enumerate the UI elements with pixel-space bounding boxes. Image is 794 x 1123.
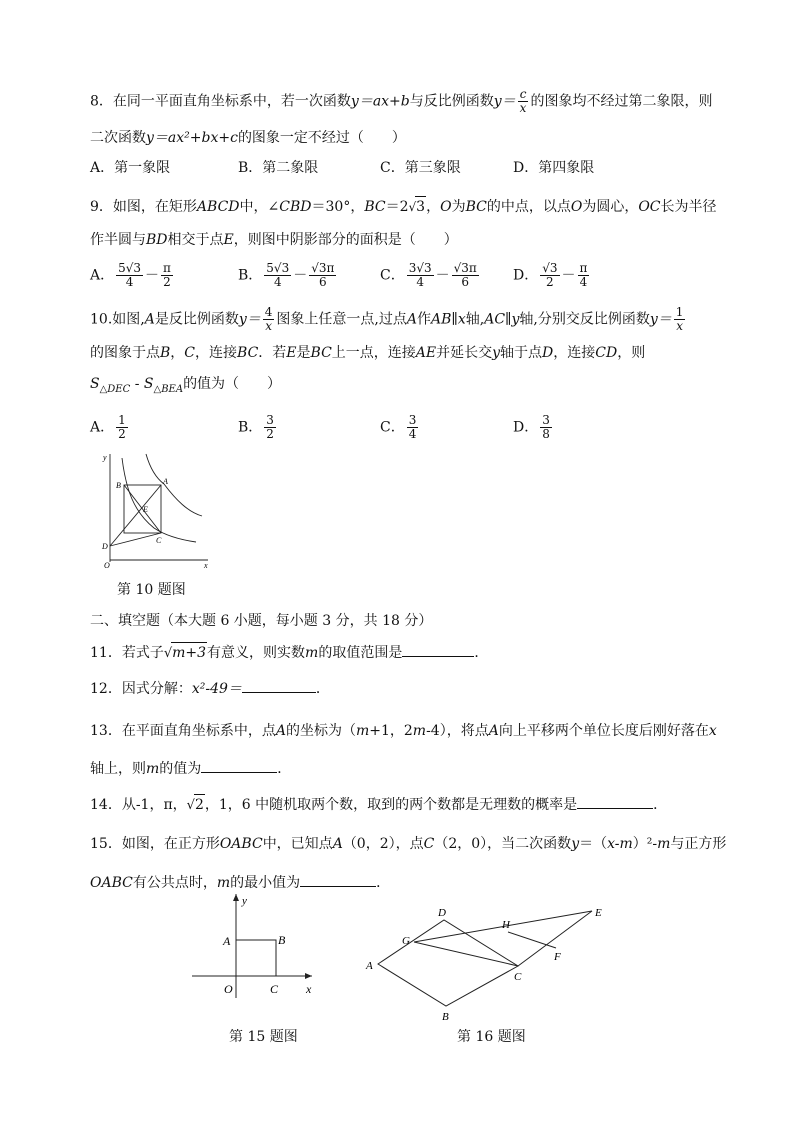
q10-var: BC — [310, 345, 332, 361]
q13-text: 的坐标为（ — [285, 723, 356, 739]
q15-text: 与正方形 — [670, 836, 727, 852]
q15-text: （0，2），点 — [342, 836, 424, 852]
fig-label-x: x — [306, 982, 312, 996]
q13-text: 向上平移两个单位长度后刚好落在 — [498, 723, 709, 739]
curve-1-over-x — [122, 458, 196, 542]
frac-denominator: 6 — [318, 275, 327, 289]
fig-label-d: D — [438, 907, 446, 919]
q8-text: 的图象一定不经过（ ） — [237, 130, 406, 146]
q9-var: O — [570, 199, 583, 215]
q10-text: ， — [170, 345, 185, 361]
frac — [116, 262, 143, 289]
q13-text: 轴上，则 — [90, 761, 146, 777]
q10-option-a — [90, 414, 130, 441]
q8-text: 与反比例函数 — [409, 93, 494, 110]
operator: － — [145, 267, 160, 284]
q15-text: （2，0），当二次函数 — [434, 836, 572, 852]
q12-text: ． — [315, 681, 330, 697]
q13-text: 的值为 — [159, 761, 202, 777]
frac-denominator: 6 — [461, 275, 470, 289]
q9-text: 相交于点 — [167, 232, 224, 248]
frac-numerator: √3π — [311, 261, 335, 275]
q13-answer-blank[interactable] — [201, 758, 277, 773]
frac — [452, 262, 479, 289]
q11-text: 有意义，则实数 — [207, 645, 306, 661]
fig-label-o: O — [104, 561, 110, 568]
q11-line: 11．若式子√m+3有意义，则实数m的取值范围是 ． — [90, 642, 488, 664]
q13-var: x — [708, 723, 717, 739]
fig-label-y: y — [242, 895, 247, 907]
q15-text: ）²- — [632, 836, 658, 852]
q10-var: y＝ — [649, 311, 672, 328]
option-label: A． — [90, 267, 115, 284]
q10-area-subscript: △BEA — [153, 383, 184, 395]
fig-label-c: C — [156, 536, 162, 545]
q12-line — [90, 678, 330, 699]
q10-figure-caption: 第 10 题图 — [117, 582, 186, 598]
q9-option-d — [513, 262, 591, 289]
q15-text: 有公共点时， — [132, 875, 217, 891]
q10-text: 并延长交 — [436, 345, 493, 361]
q10-var: C — [184, 345, 196, 361]
frac — [116, 414, 128, 441]
option-label: D． — [513, 267, 539, 284]
q9-var: O — [440, 199, 452, 215]
frac-numerator: π — [579, 261, 588, 275]
operator: － — [561, 267, 576, 284]
q10-text: 作 — [416, 311, 431, 328]
q14-text: ． — [653, 797, 668, 813]
frac — [309, 262, 336, 289]
q9-var: E — [223, 232, 234, 248]
q10-var: B — [160, 345, 171, 361]
q8-c-over-x — [518, 88, 529, 115]
q9-text: ， — [426, 199, 441, 215]
q10-var: y — [492, 345, 501, 361]
q9-text: ＝2 — [385, 199, 409, 215]
q14-answer-blank[interactable] — [577, 794, 653, 809]
q8-inverse-y: y＝ — [493, 93, 516, 110]
q10-text: 轴于点 — [500, 345, 543, 361]
frac — [578, 262, 590, 289]
operator: - — [130, 376, 144, 392]
frac-denominator: 4 — [579, 275, 588, 289]
y-axis-arrow — [233, 894, 239, 901]
frac-numerator: 3 — [542, 413, 550, 427]
q9-text: 9．如图，在矩形 — [90, 199, 197, 215]
frac-numerator: √3π — [453, 261, 477, 275]
q10-text: 是 — [296, 345, 311, 361]
q14-text: ，1，6 中随机取两个数，取到的两个数都是无理数的概率是 — [204, 797, 578, 813]
frac-denominator: x — [265, 319, 272, 333]
operator: － — [435, 267, 450, 284]
q10-text: 的值为（ ） — [183, 376, 282, 392]
q10-text: ．若 — [258, 345, 287, 361]
q8-option-b: B．第二象限 — [238, 160, 319, 176]
frac-numerator: 3√3 — [408, 261, 432, 275]
q13-var: m — [412, 723, 427, 739]
q16-figure — [362, 906, 624, 1024]
q10-line2 — [90, 343, 645, 363]
frac — [407, 414, 419, 441]
q15-var: OABC — [90, 875, 133, 891]
q10-figure — [96, 450, 212, 568]
q15-figure — [186, 890, 320, 1000]
frac-numerator: 4 — [264, 305, 273, 319]
q10-text: 轴, — [465, 311, 485, 328]
q10-option-b — [238, 414, 278, 441]
q10-var: y＝ — [238, 311, 261, 328]
q9-var: BC — [465, 199, 487, 215]
q13-text: 13．在平面直角坐标系中，点 — [90, 723, 276, 739]
q10-text: 轴,分别交反比例函数 — [519, 311, 650, 328]
frac-numerator: 3 — [266, 413, 274, 427]
q10-area-symbol: S — [143, 376, 154, 392]
q10-var: E — [286, 345, 297, 361]
option-label: A． — [90, 419, 115, 436]
q9-var: BD — [146, 232, 168, 248]
q10-var: D — [542, 345, 554, 361]
q9-radicand: 3 — [415, 196, 426, 217]
q15-var: OABC — [219, 836, 263, 852]
q10-var: CD — [595, 345, 618, 361]
segment-gc — [414, 942, 518, 966]
frac-denominator: x — [519, 101, 527, 115]
q13-text: ． — [277, 761, 292, 777]
frac-numerator: 1 — [118, 413, 126, 427]
q9-text: ，则图中阴影部分的面积是（ ） — [233, 232, 458, 248]
option-label: B． — [238, 419, 263, 436]
q14-line: 14．从-1，π，√2，1，6 中随机取两个数，取到的两个数都是无理数的概率是 ． — [90, 794, 667, 816]
q8-option-d: D．第四象限 — [513, 160, 595, 176]
q13-var: m — [146, 761, 160, 777]
fig-label-a: A — [223, 934, 231, 948]
q11-radicand: m+3 — [171, 642, 207, 663]
fig-label-c: C — [270, 982, 279, 996]
parallelogram-abcd — [378, 920, 518, 1006]
frac-denominator: 2 — [118, 427, 126, 441]
q15-text: 15．如图，在正方形 — [90, 836, 220, 852]
q9-text: 为圆心， — [582, 199, 639, 215]
q15-answer-blank[interactable] — [300, 872, 376, 887]
q10-text: 10.如图, — [90, 311, 145, 328]
q10-1-over-x — [674, 306, 686, 333]
segment-cd — [110, 533, 161, 546]
q8-linear-function: y＝ax+b — [350, 93, 410, 110]
q13-var: m — [355, 723, 370, 739]
q15-var: m — [216, 875, 231, 891]
fig-label-b: B — [116, 481, 121, 490]
fig-label-a: A — [366, 960, 373, 972]
q15-text: ． — [376, 875, 391, 891]
q13-var: A — [275, 723, 286, 739]
q9-text: 作半圆与 — [90, 232, 146, 248]
q10-text: ，连接 — [553, 345, 596, 361]
frac-denominator: x — [676, 319, 683, 333]
frac-denominator: 4 — [125, 275, 134, 289]
q13-var: A — [488, 723, 499, 739]
frac — [264, 262, 291, 289]
q10-option-c — [380, 414, 420, 441]
q11-var: m — [305, 645, 319, 661]
q13-text: +1，2 — [369, 723, 413, 739]
q9-var: CBD — [279, 199, 312, 215]
fig-label-d: D — [102, 542, 108, 551]
q9-text: ＝30°， — [311, 199, 365, 215]
fig-label-g: G — [402, 935, 410, 947]
q9-line2 — [90, 230, 458, 250]
q8-option-c: C．第三象限 — [380, 160, 461, 176]
q11-text: 11．若式子 — [90, 645, 164, 661]
frac — [264, 414, 276, 441]
frac-denominator: 2 — [546, 275, 554, 289]
q10-text: 是反比例函数 — [154, 311, 239, 328]
q16-figure-caption: 第 16 题图 — [457, 1029, 526, 1045]
q10-var: BC — [237, 345, 259, 361]
q14-text: 14．从-1，π， — [90, 797, 187, 813]
operator: － — [293, 267, 308, 284]
q10-text: 上一点，连接 — [331, 345, 416, 361]
fig-label-e: E — [595, 907, 602, 919]
frac-numerator: 5√3 — [118, 261, 142, 275]
frac-denominator: 4 — [416, 275, 424, 289]
q15-text: 中，已知点 — [262, 836, 333, 852]
q15-var: m — [657, 836, 671, 852]
q9-var: ABCD — [196, 199, 240, 215]
frac-denominator: 8 — [542, 427, 550, 441]
q9-option-c — [380, 262, 481, 289]
q10-line1 — [90, 306, 687, 333]
q15-var: y — [571, 836, 580, 852]
fig-label-c: C — [514, 971, 522, 983]
square-oabc — [236, 940, 276, 976]
q10-var: AE — [415, 345, 437, 361]
q10-var: A — [406, 311, 417, 328]
frac-denominator: 2 — [163, 275, 171, 289]
q10-text: ，则 — [617, 345, 646, 361]
q10-var: A — [144, 311, 155, 328]
q15-var: x-m — [607, 836, 633, 852]
q9-text: 中，∠ — [239, 199, 280, 215]
frac — [540, 414, 552, 441]
q15-text: 的最小值为 — [230, 875, 301, 891]
option-label: B． — [238, 267, 263, 284]
option-label: D． — [513, 419, 539, 436]
q8-text: 二次函数 — [90, 130, 146, 146]
q10-text: 的图象于点 — [90, 345, 160, 361]
q12-answer-blank[interactable] — [242, 678, 316, 693]
q12-text: 12．因式分解： — [90, 681, 192, 697]
q9-text: 为 — [451, 199, 466, 215]
q13-text: -4），将点 — [426, 723, 489, 739]
q14-radicand: 2 — [194, 794, 205, 815]
q15-var: A — [332, 836, 343, 852]
fig-label-y: y — [103, 453, 107, 462]
q10-4-over-x — [263, 306, 275, 333]
q8-text: 的图象均不经过第二象限，则 — [530, 93, 713, 110]
q9-option-a — [90, 262, 175, 289]
q10-option-d — [513, 414, 554, 441]
frac — [407, 262, 434, 289]
q13-line2 — [90, 758, 291, 779]
frac-numerator: 1 — [675, 305, 684, 319]
q15-line1 — [90, 834, 726, 854]
q8-option-a: A．第一象限 — [90, 160, 171, 176]
segment-hf — [508, 932, 556, 948]
q13-line1 — [90, 721, 717, 741]
q9-var: OC — [638, 199, 661, 215]
frac-denominator: 4 — [408, 427, 417, 441]
q10-var: AB∥x — [430, 311, 466, 328]
q10-area-symbol: S — [90, 376, 100, 392]
q11-text: 的取值范围是 — [318, 645, 403, 661]
fig-label-x: x — [204, 561, 208, 568]
frac-numerator: √3 — [542, 261, 558, 275]
frac — [161, 262, 173, 289]
frac-numerator: 5√3 — [266, 261, 290, 275]
fig-label-h: H — [502, 919, 510, 931]
fig-label-b: B — [442, 1011, 449, 1023]
q10-text: 图象上任意一点,过点 — [276, 311, 407, 328]
frac-denominator: 2 — [266, 427, 274, 441]
q15-figure-caption: 第 15 题图 — [229, 1029, 298, 1045]
frac — [540, 262, 559, 289]
frac-denominator: 4 — [273, 275, 282, 289]
option-label: C． — [380, 419, 405, 436]
fig-label-e: E — [143, 505, 148, 514]
q9-text: 的中点，以点 — [486, 199, 571, 215]
x-axis-arrow — [305, 973, 312, 979]
q11-answer-blank[interactable] — [402, 642, 474, 657]
segment-ad — [110, 485, 161, 546]
q10-text: ，连接 — [195, 345, 238, 361]
frac-numerator: c — [518, 88, 529, 102]
option-label: C． — [380, 267, 405, 284]
fig-label-b: B — [278, 933, 286, 947]
fig-label-o: O — [224, 982, 233, 996]
frac-numerator: 3 — [408, 413, 417, 427]
q9-text: 长为半径 — [660, 199, 717, 215]
section-2-heading: 二、填空题（本大题 6 小题，每小题 3 分，共 18 分） — [90, 613, 433, 629]
q8-text: 8．在同一平面直角坐标系中，若一次函数 — [90, 93, 351, 110]
q8-line2 — [90, 128, 406, 148]
q11-text: ． — [474, 645, 489, 661]
q8-quadratic: y＝ax²+bx+c — [146, 130, 238, 146]
q8-line1 — [90, 88, 712, 115]
q15-var: C — [423, 836, 435, 852]
q10-var: AC∥y — [484, 311, 520, 328]
q12-expression: x²-49＝ — [191, 681, 242, 697]
fig-label-a: A — [163, 477, 168, 486]
q9-line1: 9．如图，在矩形ABCD中，∠CBD＝30°，BC＝2√3，O为BC的中点，以点O为圆心，OC长为半径 — [90, 196, 717, 217]
q10-line3 — [90, 374, 281, 400]
q10-area-subscript: △DEC — [99, 383, 131, 395]
q15-text: ＝（ — [579, 836, 608, 852]
fig-label-f: F — [554, 951, 561, 963]
q9-var: BC — [364, 199, 386, 215]
frac-numerator: π — [163, 261, 171, 275]
q9-option-b — [238, 262, 338, 289]
